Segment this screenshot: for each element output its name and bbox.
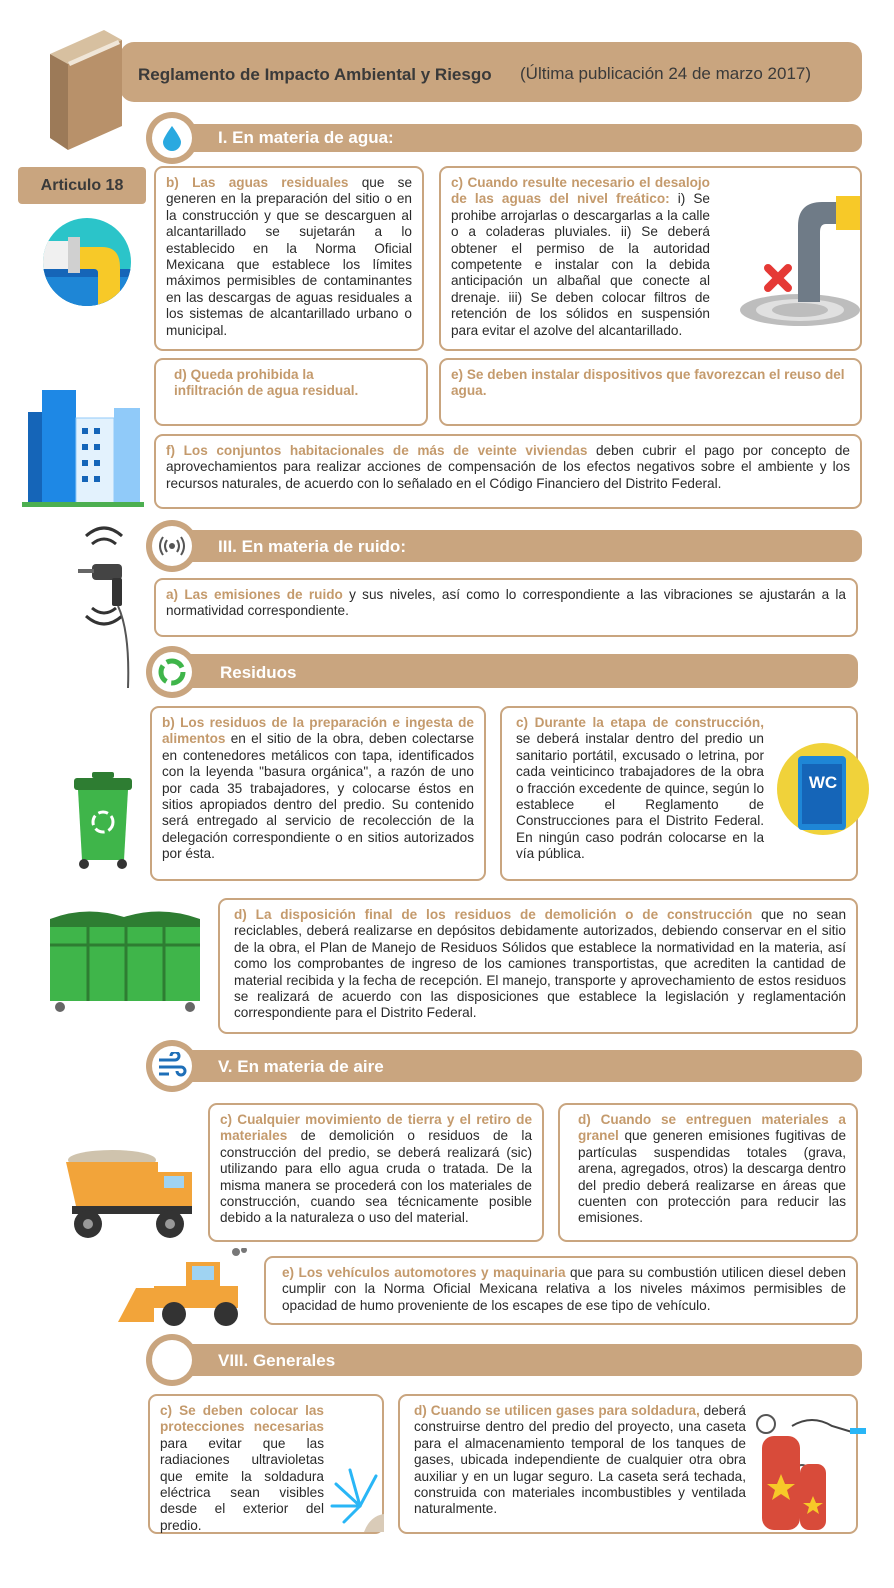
section-title-aire: V. En materia de aire	[218, 1057, 384, 1076]
residuos-item-b: b) Los residuos de la preparación e ingesta de alimentos en el sitio de la obra, deben colectarse en contenedores metálicos con tapa, identificados con la leyenda "basura orgánica", a razón de uno por cada 35 trabajadores, y colocarse éstos en sitios apropiados dentro del predio. Su contenido será entregado al servicio de recolección de la delegación correspondiente o en sitios autorizados por ésta.	[150, 706, 486, 881]
agua-badge	[146, 112, 198, 164]
aire-item-d: d) Cuando se entreguen materiales a granel que generen emisiones fugitivas de partículas suspendidas totales (grava, arena, agregados, otros) la descarga dentro del predio deberá realizarse en áreas que cuenten con protección para reducir las emisiones.	[558, 1103, 858, 1242]
agua-item-f: f) Los conjuntos habitacionales de más de veinte viviendas deben cubrir el pago por concepto de aprovechamientos para realizar acciones de compensación de los efectos negativos sobre el ambiente y los recursos naturales, de acuerdo con lo señalado en el Código Financiero del Distrito Federal.	[154, 434, 862, 509]
section-title-agua: I. En materia de agua:	[218, 128, 394, 147]
ruido-badge	[146, 520, 198, 572]
drill-icon	[72, 522, 138, 692]
header-subtitle: (Última publicación 24 de marzo 2017)	[520, 64, 812, 83]
buildings-icon	[20, 390, 144, 508]
residuos-badge	[146, 646, 198, 698]
welding-spark-icon	[330, 1466, 384, 1532]
gas-tanks-icon	[752, 1412, 872, 1534]
aire-item-e: e) Los vehículos automotores y maquinaria que para su combustión utilicen diesel deben cumplir con la Norma Oficial Mexicana relativa a los niveles máximos permisibles de opacidad de humo proveniente de los escapes de ese tipo de vehículo.	[264, 1256, 858, 1325]
section-title-residuos: Residuos	[220, 663, 297, 682]
aire-badge	[146, 1040, 198, 1092]
agua-item-b: b) Las aguas residuales que se generen en la preparación del sitio o en la construcción y que se descarguen al alcantarillado se sujetarán a lo establecido en la Norma Oficial Mexicana que establece los límites máximos permisibles de contaminantes en las descargas de aguas residuales a los sistemas de alcantarillado urbano o municipal.	[154, 166, 424, 351]
aire-item-c: c) Cualquier movimiento de tierra y el retiro de materiales de demolición o residuos de la construcción del predio, se deberá realizará (sic) utilizando para ello agua cruda o tratada. De la misma manera se procederá con los materiales de construcción, cuando sea técnicamente posible debido a la naturaleza o uso del material.	[208, 1103, 544, 1242]
section-title-ruido: III. En materia de ruido:	[218, 537, 406, 556]
sound-waves-icon	[155, 535, 189, 557]
section-title-generales: VIII. Generales	[218, 1351, 336, 1370]
article-label-box	[18, 167, 146, 204]
portable-toilet-icon	[776, 742, 870, 836]
ruido-item-a: a) Las emisiones de ruido y sus niveles, así como lo correspondiente a las vibraciones se ajustarán a la normatividad correspondiente.	[154, 578, 858, 637]
recycle-bin-icon	[72, 772, 134, 870]
dump-truck-icon	[62, 1148, 196, 1244]
pipe-icon	[42, 217, 132, 307]
wc-label: WC	[808, 773, 838, 792]
dumpster-icon	[46, 905, 204, 1013]
agua-item-c: c) Cuando resulte necesario el desalojo de las aguas del nivel freático: i) Se prohibe arrojarlas o descargarlas a la calle o a coladeras pluviales. ii) Se deberá obtener el permiso de la autoridad competente e instalar con la debida anticipación un albañal que conecte al drenaje. iii) Se deben colocar filtros de retención de los sólidos en suspensión para evitar el azolve del alcantarillado.	[439, 166, 862, 351]
agua-item-e: e) Se deben instalar dispositivos que favorezcan el reuso del agua.	[439, 358, 862, 426]
bulldozer-icon	[116, 1248, 254, 1328]
agua-item-d: d) Queda prohibida la infiltración de agua residual.	[154, 358, 428, 426]
generales-item-c: c) Se deben colocar las protecciones necesarias para evitar que las radiaciones ultravioletas que emite la soldadura eléctrica sean visibles desde el exterior del predio.	[148, 1394, 384, 1534]
wind-icon	[157, 1052, 187, 1080]
generales-badge	[146, 1334, 198, 1386]
generales-item-d: d) Cuando se utilicen gases para soldadura, deberá construirse dentro del predio del proyecto, una caseta para el almacenamiento temporal de los tanques de gases, ubicada independiente de cualquier otra obra auxiliar y en un lugar seguro. La caseta será techada, construida con materiales incombustibles y ventilada naturalmente.	[398, 1394, 858, 1534]
article-label: Articulo 18	[40, 176, 124, 194]
water-drop-icon	[161, 125, 183, 151]
residuos-item-d: d) La disposición final de los residuos de demolición o de construcción que no sean reciclables, deberá realizarse en depósitos debidamente autorizados, debiendo conservar en el sitio de la obra, el Plan de Manejo de Residuos Sólidos que establece la normatividad en la materia, así como los comprobantes de ingreso de los camiones transportistas, que acrediten la cantidad de material recibida y la fecha de recepción. El manejo, transporte y aprovechamiento de estos residuos se realizará de acuerdo con las disposiciones que establece la legislación y reglamentación correspondiente para el Distrito Federal.	[218, 898, 858, 1034]
residuos-item-c: c) Durante la etapa de construcción, se deberá instalar dentro del predio un sanitario portátil, excusado o letrina, por cada veinticinco trabajadores de la obra o fracción excedente de quince, según lo establece el Reglamento de Construcciones para el Distrito Federal. En ningún caso podrán colocarse en la vía pública.	[500, 706, 858, 881]
book-icon	[44, 26, 128, 152]
recycle-icon	[157, 657, 187, 687]
drain-pipe-icon	[738, 192, 864, 330]
generales-badge-blank	[152, 1340, 192, 1380]
header-title: Reglamento de Impacto Ambiental y Riesgo	[138, 65, 492, 84]
